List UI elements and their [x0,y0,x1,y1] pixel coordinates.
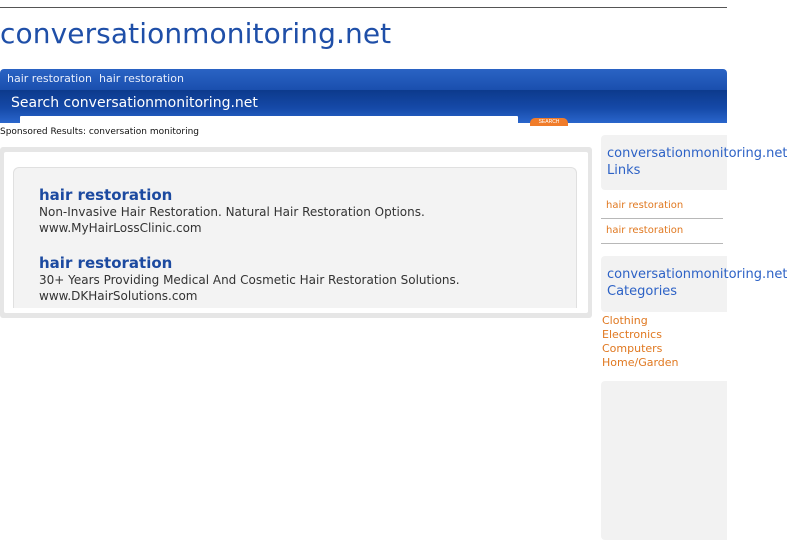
result-title[interactable]: hair restoration [39,254,173,272]
sidebar-categories-title: conversationmonitoring.net [607,267,787,282]
result-url[interactable]: www.DKHairSolutions.com [39,289,198,303]
sidebar-link-hair-restoration-2[interactable]: hair restoration [606,225,684,236]
sidebar-divider [601,218,723,219]
sidebar-categories-header [601,256,787,312]
sidebar-links-title: conversationmonitoring.net [607,146,787,161]
nav-link-hair-restoration-1[interactable]: hair restoration [7,72,92,85]
top-divider [0,7,727,8]
results-panel [0,147,592,318]
sidebar-links-subtitle: Links [607,163,641,178]
results-frame [4,152,588,313]
sidebar-ad-box [601,381,727,540]
result-description: Non-Invasive Hair Restoration. Natural Hair Restoration Options. [39,205,425,219]
result-item [39,186,569,236]
nav-link-hair-restoration-2[interactable]: hair restoration [99,72,184,85]
sidebar-links-header [601,135,787,190]
category-electronics[interactable]: Electronics [602,328,662,341]
sponsored-label: Sponsored Results: conversation monitoring [0,127,199,137]
sidebar-divider [601,243,723,244]
sidebar-link-hair-restoration-1[interactable]: hair restoration [606,200,684,211]
category-home-garden[interactable]: Home/Garden [602,356,679,369]
search-bar [0,90,727,123]
result-url[interactable]: www.MyHairLossClinic.com [39,221,202,235]
result-item [39,254,569,304]
search-button[interactable]: SEARCH [530,118,568,126]
category-clothing[interactable]: Clothing [602,314,648,327]
nav-bar [0,69,727,90]
category-computers[interactable]: Computers [602,342,663,355]
results-list [13,167,577,308]
search-title: Search conversationmonitoring.net [11,95,258,111]
result-description: 30+ Years Providing Medical And Cosmetic Hair Restoration Solutions. [39,273,460,287]
site-title[interactable]: conversationmonitoring.net [0,17,392,50]
result-title[interactable]: hair restoration [39,186,173,204]
search-input[interactable] [20,116,518,126]
sidebar-categories-subtitle: Categories [607,284,678,299]
